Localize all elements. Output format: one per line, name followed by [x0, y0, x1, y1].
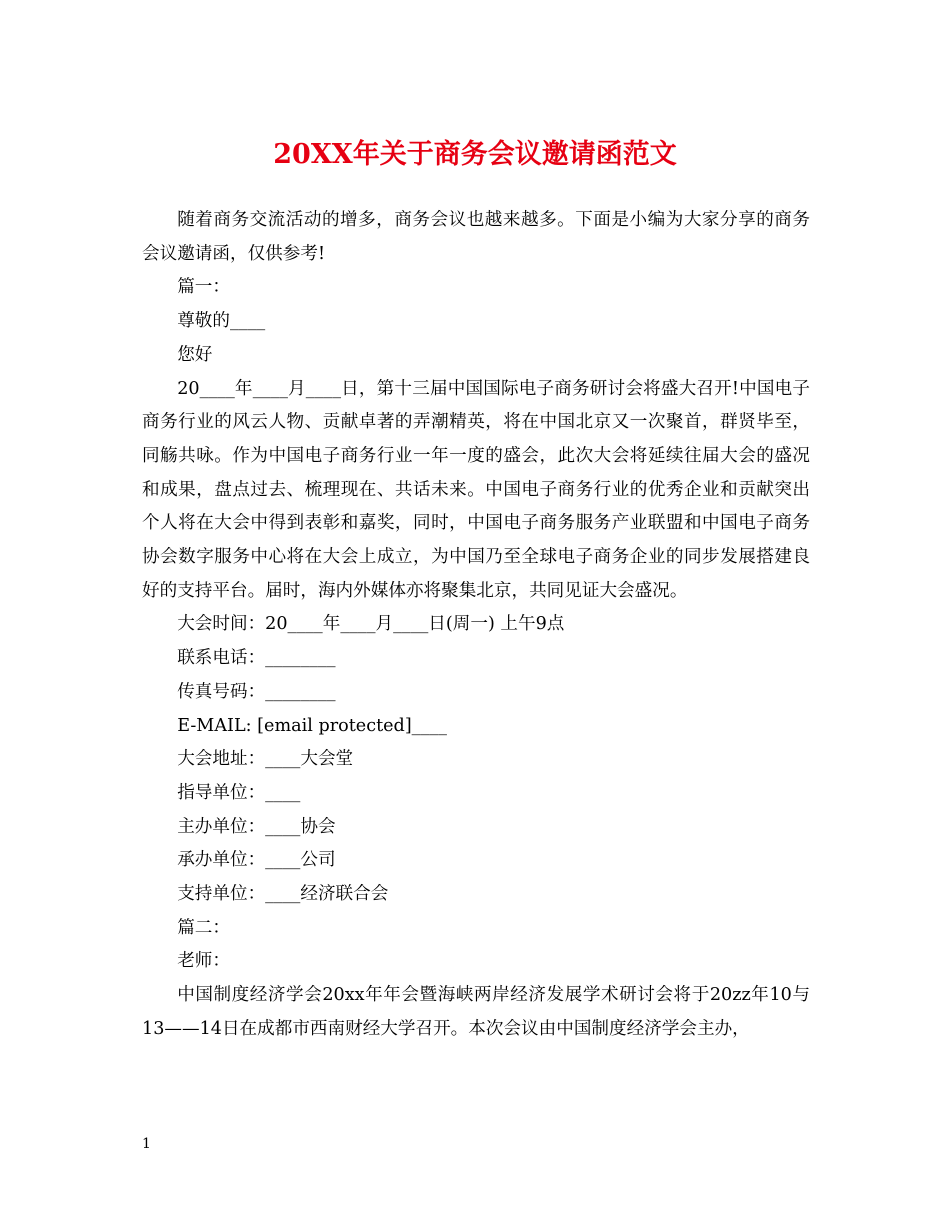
organizer-unit: 承办单位：____公司: [177, 850, 336, 871]
page-number: 1: [142, 1136, 151, 1152]
greeting: 您好: [177, 344, 213, 365]
section-heading-1: 篇一：: [177, 277, 230, 298]
intro-paragraph: 随着商务交流活动的增多，商务会议也越来越多。下面是小编为大家分享的商务会议邀请函，仅供参考!: [142, 210, 810, 264]
meeting-time: 大会时间：20____年____月____日(周一) 上午9点: [177, 614, 565, 635]
host-unit: 主办单位：____协会: [177, 816, 336, 837]
contact-phone: 联系电话：________: [177, 648, 336, 669]
salutation-2: 老师：: [177, 951, 230, 972]
fax-number: 传真号码：________: [177, 681, 336, 702]
salutation: 尊敬的____: [177, 311, 266, 332]
document-body: [142, 204, 810, 1047]
guiding-unit: 指导单位：____: [177, 782, 301, 803]
supporting-unit: 支持单位：____经济联合会: [177, 884, 389, 905]
section-heading-2: 篇二：: [177, 917, 230, 938]
meeting-address: 大会地址：____大会堂: [177, 749, 354, 770]
invitation-paragraph: 20____年____月____日，第十三届中国国际电子商务研讨会将盛大召开!中国电子商务行业的风云人物、贡献卓著的弄潮精英，将在中国北京又一次聚首，群贤毕至，同觞共咏。作为中国电子商务行业一年一度的盛会，此次大会将延续往届大会的盛况和成果，盘点过去、梳理现在、共话未来。中国电子商务行业的优秀企业和贡献突出个人将在大会中得到表彰和嘉奖，同时，中国电子商务服务产业联盟和中国电子商务协会数字服务中心将在大会上成立，为中国乃至全球电子商务企业的同步发展搭建良好的支持平台。届时，海内外媒体亦将聚集北京，共同见证大会盛况。: [142, 378, 810, 601]
email-line: E-MAIL: [email protected]____: [177, 715, 447, 736]
document-title: 20XX年关于商务会议邀请函范文: [273, 139, 677, 170]
conference-paragraph: 中国制度经济学会20xx年年会暨海峡两岸经济发展学术研讨会将于20zz年10与13——14日在成都市西南财经大学召开。本次会议由中国制度经济学会主办，: [142, 985, 810, 1039]
